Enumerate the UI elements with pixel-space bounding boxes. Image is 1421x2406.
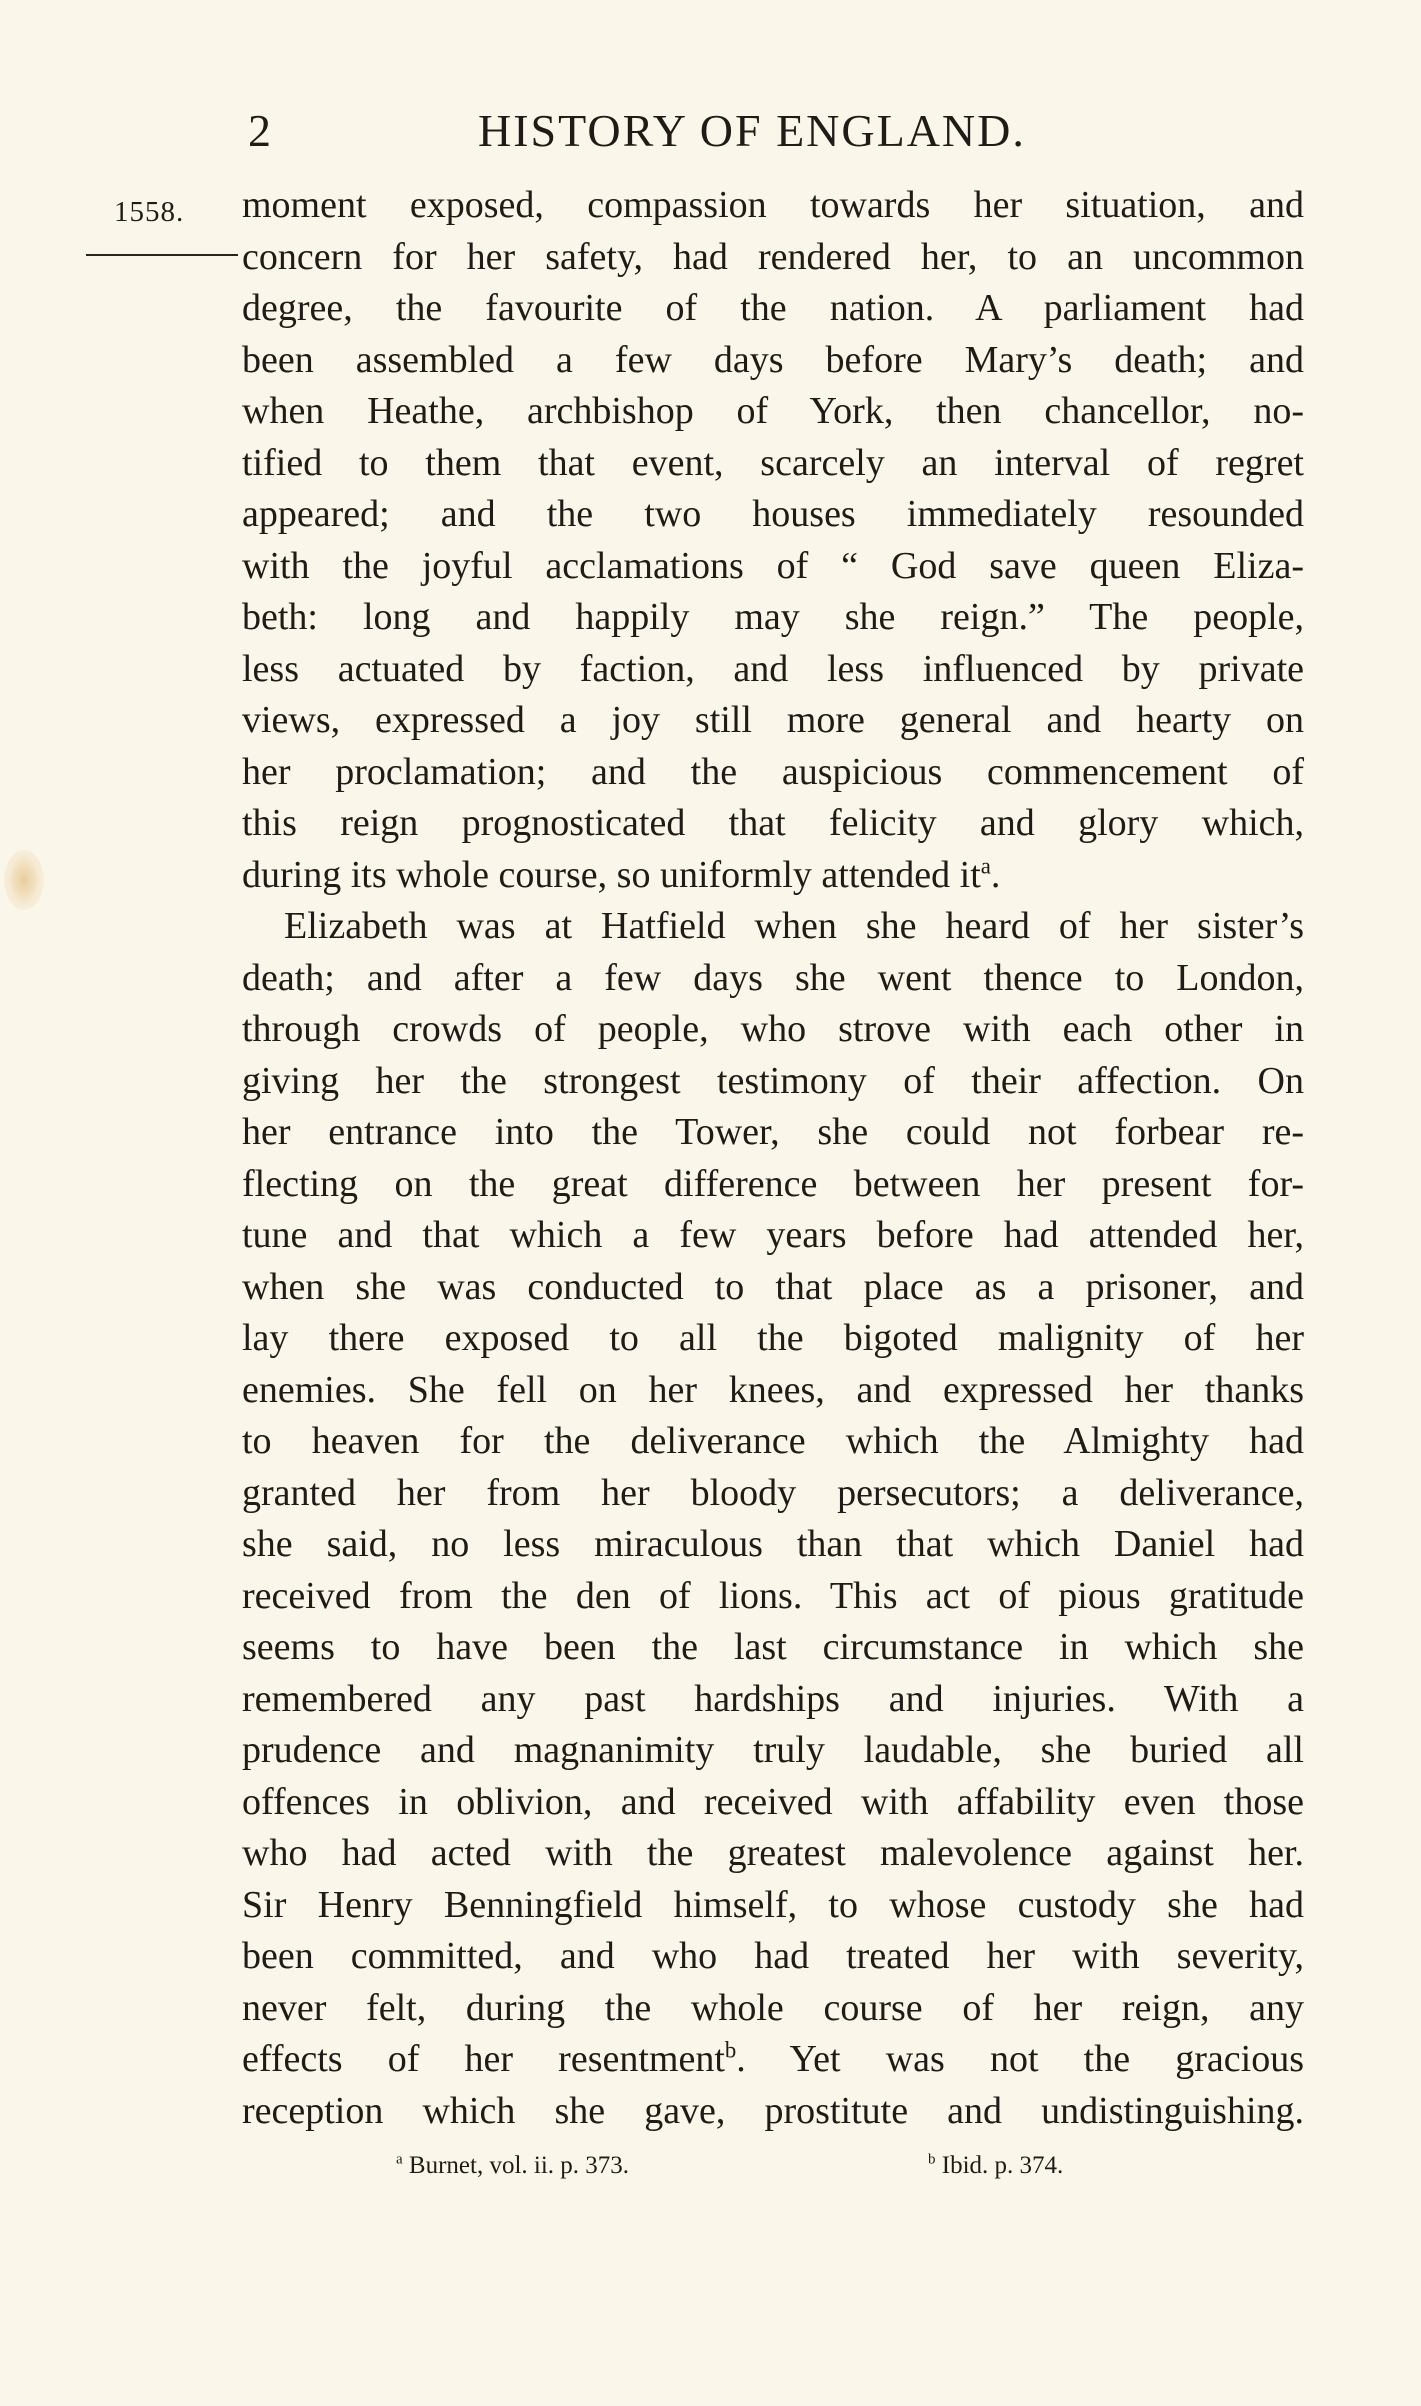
line-tail: . Yet was not the gracious (736, 2038, 1304, 2080)
text-line: seems to have been the last circumstance in which she (242, 1626, 1304, 1668)
footnotes (0, 2152, 1421, 2192)
text-line: enemies. She fell on her knees, and expressed her thanks (242, 1368, 1304, 1411)
text-line: her proclamation; and the auspicious commencement of (242, 750, 1304, 793)
text-line: when Heathe, archbishop of York, then chancellor, no- (242, 390, 1304, 432)
text-line: been assembled a few days before Mary’s death; and (242, 338, 1304, 381)
text-line: with the joyful acclamations of “ God save queen Eliza- (242, 544, 1304, 587)
text-line: received from the den of lions. This act of pious gratitude (242, 1574, 1304, 1617)
text-line: Sir Henry Benningfield himself, to whose custody she had (242, 1883, 1304, 1926)
text-line: views, expressed a joy still more general and hearty on (242, 699, 1304, 741)
text-line: moment exposed, compassion towards her situation, and (242, 184, 1304, 226)
text-line: appeared; and the two houses immediately resounded (242, 493, 1304, 535)
page-header (0, 104, 1421, 174)
text-line: degree, the favourite of the nation. A parliament had (242, 287, 1304, 329)
text-line: granted her from her bloody persecutors; a deliverance, (242, 1471, 1304, 1514)
text-line: when she was conducted to that place as a prisoner, and (242, 1265, 1304, 1308)
text-line: her entrance into the Tower, she could not forbear re- (242, 1111, 1304, 1153)
text-line: lay there exposed to all the bigoted malignity of her (242, 1317, 1304, 1359)
page-number: 2 (248, 105, 272, 156)
text-line (242, 850, 1304, 902)
paper-stain (4, 850, 44, 910)
footnote-b (928, 2152, 1063, 2180)
footnote-ref-a: a (980, 852, 991, 878)
text-line (242, 2034, 1304, 2086)
margin-year: 1558. (114, 196, 185, 228)
margin-rule (86, 254, 238, 256)
text-line: tified to them that event, scarcely an interval of regret (242, 441, 1304, 484)
text-line: remembered any past hardships and injuries. With a (242, 1677, 1304, 1720)
footnote-b-mark: b (928, 2151, 936, 2168)
text-line: giving her the strongest testimony of their affection. On (242, 1059, 1304, 1102)
text-line: never felt, during the whole course of her reign, any (242, 1986, 1304, 2029)
running-title: HISTORY OF ENGLAND. (478, 105, 1026, 156)
text-line: to heaven for the deliverance which the Almighty had (242, 1420, 1304, 1462)
text-line: reception which she gave, prostitute and undistinguishing. (242, 2089, 1304, 2132)
line-end: . (990, 853, 1001, 896)
footnote-a-text: Burnet, vol. ii. p. 373. (402, 2152, 630, 2179)
footnote-a (396, 2152, 629, 2180)
text-line: concern for her safety, had rendered her, to an uncommon (242, 235, 1304, 278)
text-line: death; and after a few days she went thence to London, (242, 956, 1304, 999)
body-text (242, 180, 1304, 2137)
text-line: tune and that which a few years before had attended her, (242, 1214, 1304, 1256)
text-line: prudence and magnanimity truly laudable, she buried all (242, 1729, 1304, 1771)
line-text: during its whole course, so uniformly attended it (242, 853, 981, 896)
footnote-a-mark: a (396, 2151, 403, 2168)
line-text: effects of her resentment (242, 2038, 725, 2080)
footnote-ref-b: b (724, 2037, 737, 2063)
text-line: through crowds of people, who strove with each other in (242, 1008, 1304, 1050)
text-line: she said, no less miraculous than that which Daniel had (242, 1523, 1304, 1565)
footnote-b-text: Ibid. p. 374. (935, 2152, 1064, 2179)
text-line: offences in oblivion, and received with affability even those (242, 1780, 1304, 1823)
text-line: who had acted with the greatest malevolence against her. (242, 1832, 1304, 1874)
text-line: less actuated by faction, and less influenced by private (242, 647, 1304, 690)
text-line: beth: long and happily may she reign.” The people, (242, 596, 1304, 638)
text-line: flecting on the great difference between her present for- (242, 1162, 1304, 1205)
paragraph-start-line: Elizabeth was at Hatfield when she heard of her sister’s (284, 905, 1304, 947)
text-line: this reign prognosticated that felicity and glory which, (242, 802, 1304, 844)
text-line: been committed, and who had treated her with severity, (242, 1935, 1304, 1977)
